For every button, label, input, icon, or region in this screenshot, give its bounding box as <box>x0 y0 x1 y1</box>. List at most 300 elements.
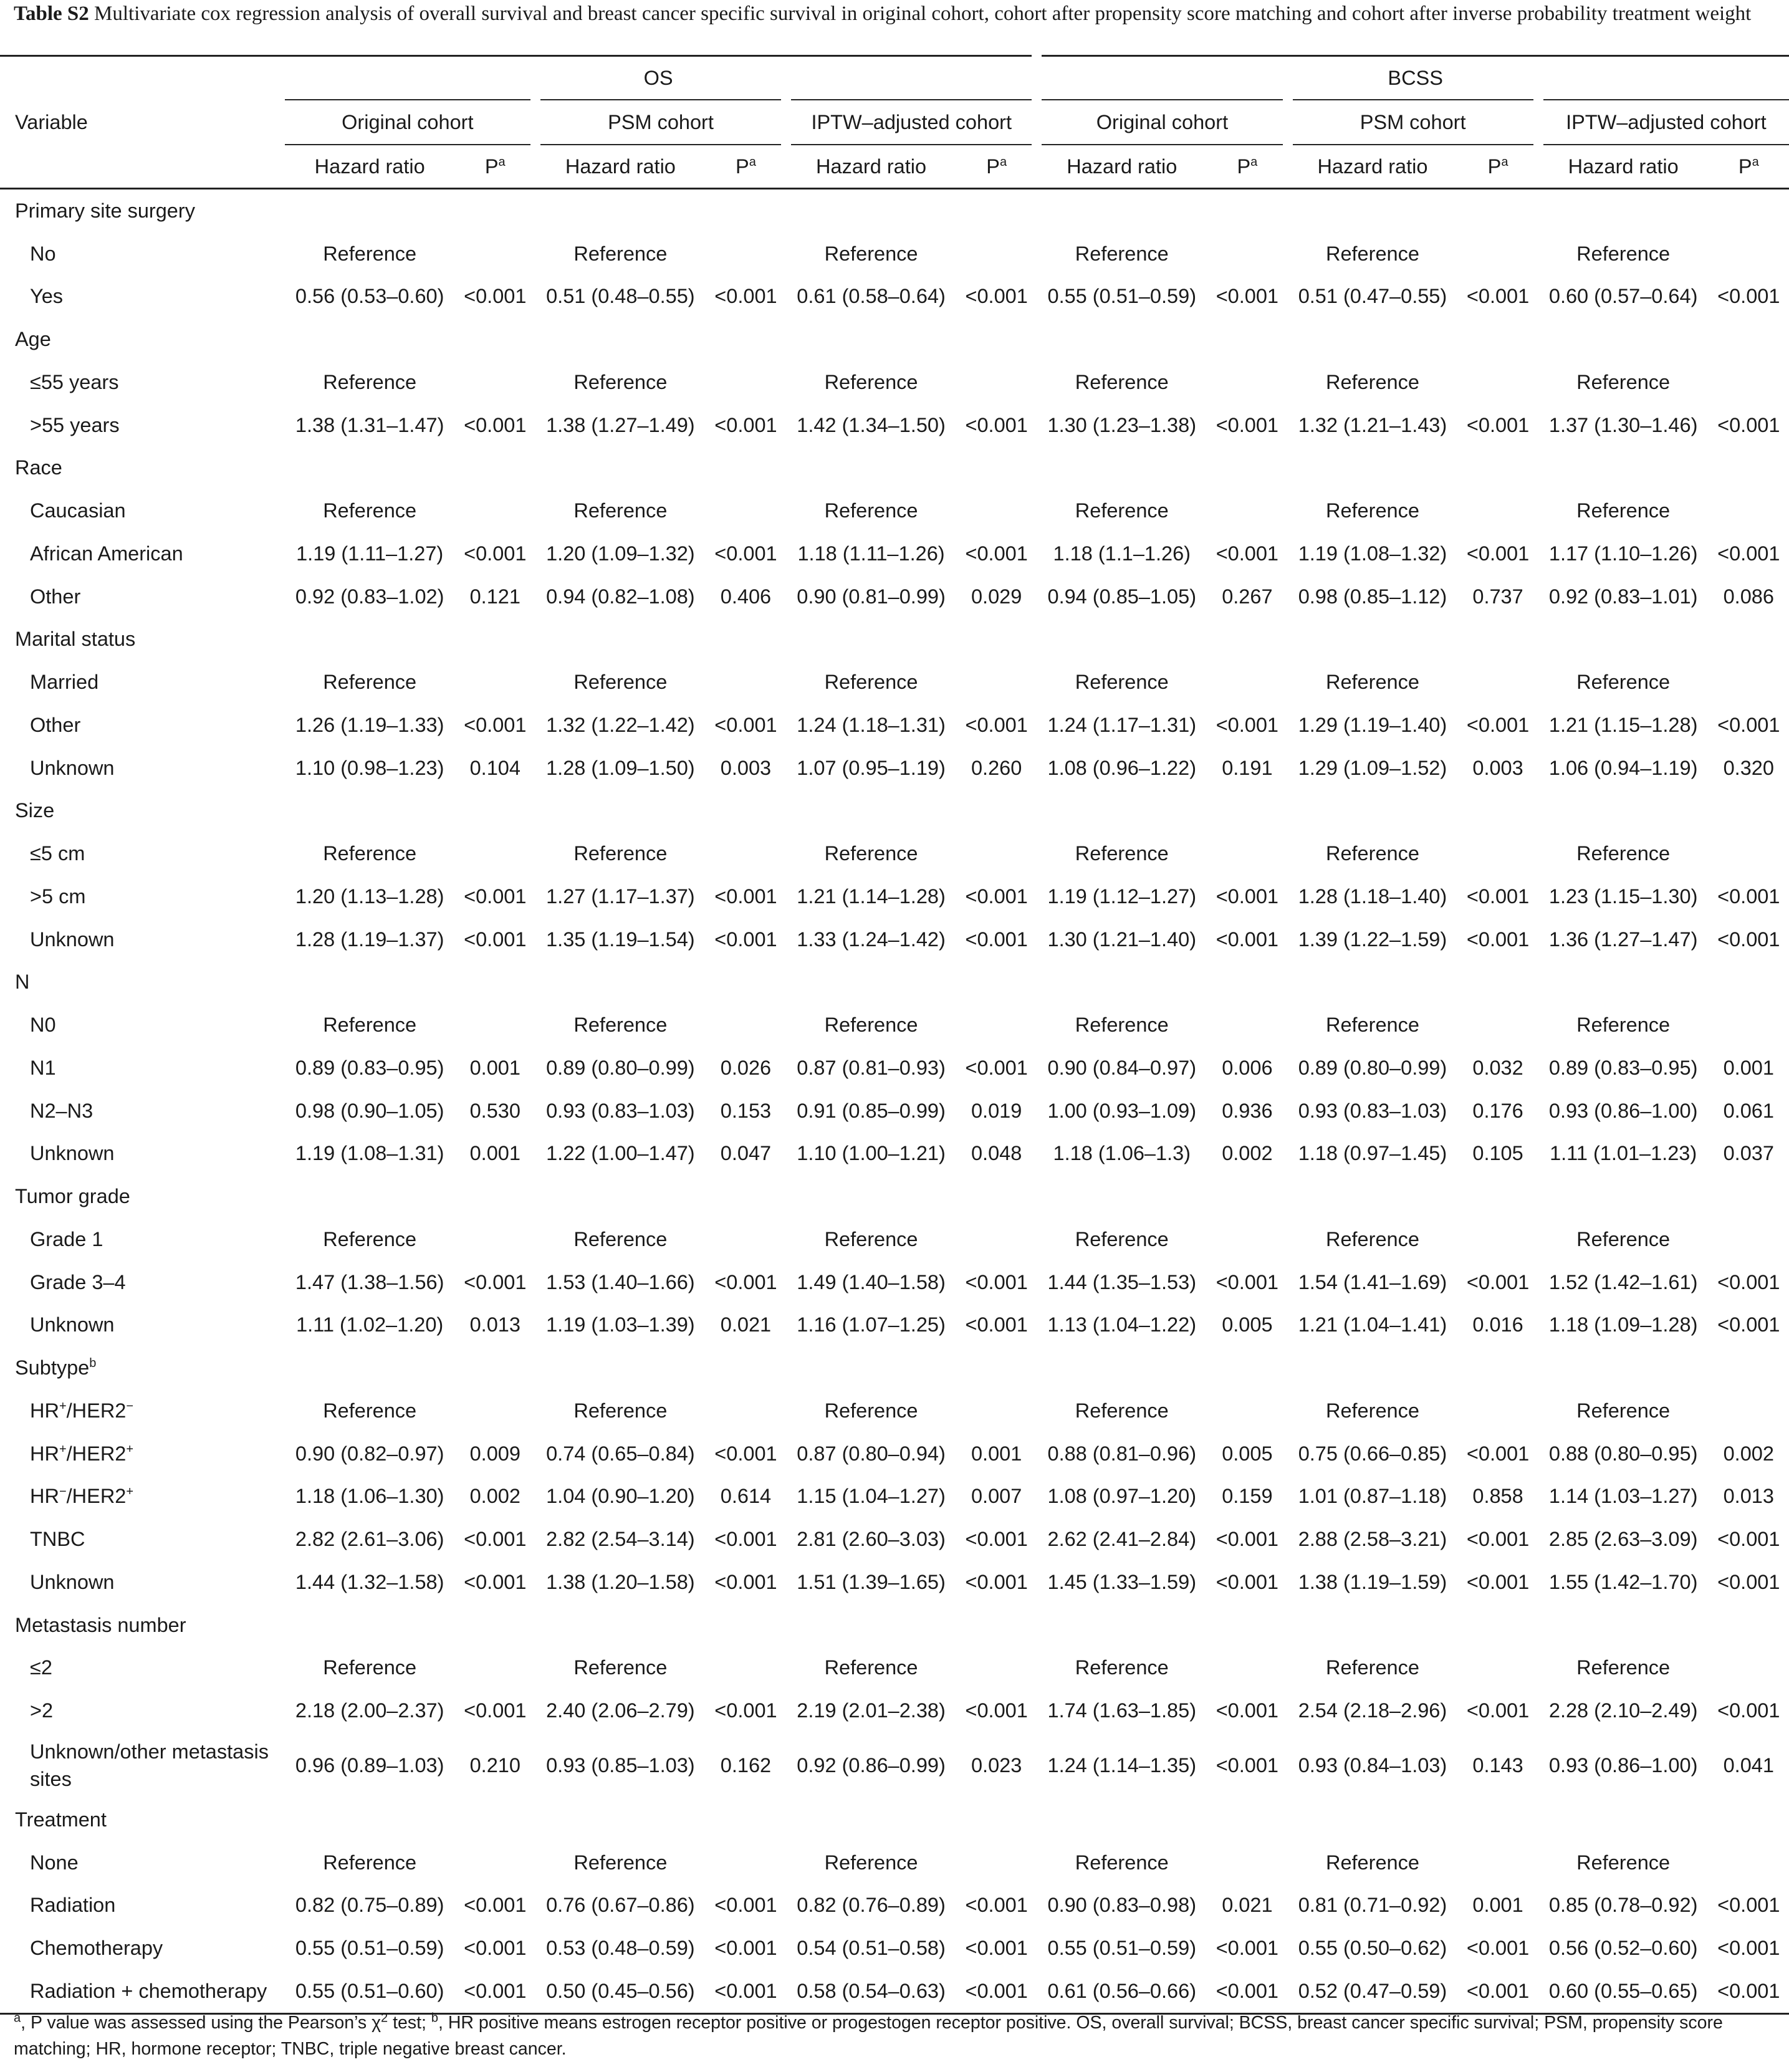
label-text: Radiation + chemotherapy <box>30 1979 267 2002</box>
p-value-cell <box>1207 489 1287 532</box>
p-label: P <box>1487 155 1502 178</box>
p-value-cell: <0.001 <box>965 1313 1028 1336</box>
table-row <box>0 1304 1789 1347</box>
p-value-cell <box>956 233 1037 276</box>
reference-cell: Reference <box>323 1399 417 1422</box>
label-text: ≤55 years <box>30 370 119 393</box>
hazard-ratio-cell: 0.94 (0.85–1.05) <box>1047 585 1197 608</box>
table-row <box>0 532 1789 575</box>
label-text: Size <box>15 799 55 822</box>
variable-label <box>0 1432 285 1475</box>
variable-label <box>0 961 285 1004</box>
table-row <box>0 1047 1789 1090</box>
hazard-ratio-cell: 1.18 (1.1–1.26) <box>1053 542 1191 565</box>
reference-cell: Reference <box>573 842 668 865</box>
hazard-ratio-cell: 0.93 (0.86–1.00) <box>1548 1099 1698 1122</box>
p-value-cell: <0.001 <box>1466 285 1530 308</box>
p-value-header <box>956 145 1037 189</box>
hazard-ratio-header: Hazard ratio <box>565 155 676 178</box>
label-text: >55 years <box>30 413 120 436</box>
p-value-cell <box>455 233 535 276</box>
p-value-header <box>706 145 786 189</box>
hazard-ratio-cell: 2.82 (2.54–3.14) <box>546 1528 695 1551</box>
p-value-cell <box>1457 1218 1538 1261</box>
label-text: TNBC <box>30 1528 85 1551</box>
variable-label <box>0 918 285 961</box>
p-value-cell: 0.003 <box>720 756 772 779</box>
hazard-ratio-cell: 1.47 (1.38–1.56) <box>295 1270 444 1293</box>
section-row <box>0 1798 1789 1841</box>
reference-cell: Reference <box>824 1014 918 1037</box>
p-value-cell: <0.001 <box>714 1937 777 1960</box>
hazard-ratio-cell: 0.90 (0.84–0.97) <box>1047 1056 1197 1079</box>
cohort-header: PSM cohort <box>1288 100 1538 145</box>
reference-cell: Reference <box>1576 242 1671 265</box>
p-value-cell: <0.001 <box>965 885 1028 908</box>
p-value-cell: 0.005 <box>1222 1313 1273 1336</box>
hazard-ratio-cell: 0.50 (0.45–0.56) <box>546 1979 695 2002</box>
hazard-ratio-cell: 0.60 (0.55–0.65) <box>1548 1979 1698 2002</box>
reference-cell: Reference <box>1075 499 1169 522</box>
p-value-cell: <0.001 <box>1717 713 1780 736</box>
hazard-ratio-cell: 1.28 (1.19–1.37) <box>295 928 444 951</box>
hazard-ratio-cell: 1.42 (1.34–1.50) <box>797 413 946 436</box>
p-value-cell: <0.001 <box>965 1979 1028 2002</box>
caption-label: Table S2 <box>14 2 89 25</box>
hazard-ratio-cell: 1.13 (1.04–1.22) <box>1047 1313 1197 1336</box>
label-text: HR <box>30 1399 59 1422</box>
hazard-ratio-cell: 1.22 (1.00–1.47) <box>546 1142 695 1165</box>
table-row <box>0 361 1789 404</box>
hazard-ratio-cell: 1.29 (1.19–1.40) <box>1298 713 1447 736</box>
p-value-cell <box>455 361 535 404</box>
group-header-bcss: BCSS <box>1037 56 1789 100</box>
label-text: ≤5 cm <box>30 842 85 865</box>
p-value-cell <box>1457 1389 1538 1432</box>
label-superscript-2: + <box>126 1485 134 1499</box>
p-value-cell <box>706 489 786 532</box>
table-row <box>0 1561 1789 1604</box>
p-superscript: a <box>999 155 1007 169</box>
reference-cell: Reference <box>1075 1399 1169 1422</box>
p-value-cell: 0.032 <box>1472 1056 1523 1079</box>
p-value-cell: <0.001 <box>1717 928 1780 951</box>
hazard-ratio-cell: 0.74 (0.65–0.84) <box>546 1442 695 1465</box>
hazard-ratio-cell: 0.94 (0.82–1.08) <box>546 585 695 608</box>
p-value-cell <box>1207 1389 1287 1432</box>
hazard-ratio-cell: 0.51 (0.48–0.55) <box>546 285 695 308</box>
p-value-cell <box>956 361 1037 404</box>
p-value-cell <box>706 1389 786 1432</box>
p-value-cell: 0.016 <box>1472 1313 1523 1336</box>
p-value-cell: <0.001 <box>1216 1699 1279 1722</box>
label-text: N2–N3 <box>30 1099 94 1122</box>
reference-cell: Reference <box>1075 1851 1169 1874</box>
variable-label <box>0 1841 285 1884</box>
p-value-cell: <0.001 <box>714 413 777 436</box>
hazard-ratio-cell: 1.15 (1.04–1.27) <box>797 1485 946 1508</box>
p-value-cell: 0.002 <box>1723 1442 1774 1465</box>
label-text: HR <box>30 1485 59 1508</box>
label-superscript-2: + <box>126 1442 134 1456</box>
hazard-ratio-cell: 1.32 (1.21–1.43) <box>1298 413 1447 436</box>
p-value-cell: 0.105 <box>1472 1142 1523 1165</box>
hazard-ratio-cell: 2.40 (2.06–2.79) <box>546 1699 695 1722</box>
section-spacer <box>285 318 1789 361</box>
label-text: Primary site surgery <box>15 199 195 222</box>
reference-cell: Reference <box>323 499 417 522</box>
p-value-cell <box>1207 1218 1287 1261</box>
reference-cell: Reference <box>1325 671 1419 694</box>
label-text: Tumor grade <box>15 1185 130 1208</box>
section-row <box>0 1604 1789 1647</box>
reference-cell: Reference <box>573 671 668 694</box>
hazard-ratio-cell: 0.85 (0.78–0.92) <box>1548 1894 1698 1917</box>
p-value-cell: <0.001 <box>965 285 1028 308</box>
label-text: Unknown <box>30 756 115 779</box>
reference-cell: Reference <box>1325 1014 1419 1037</box>
p-value-cell <box>1457 1841 1538 1884</box>
hazard-ratio-cell: 1.19 (1.08–1.31) <box>295 1142 444 1165</box>
reference-cell: Reference <box>1075 1014 1169 1037</box>
table-row <box>0 1261 1789 1304</box>
section-row <box>0 447 1789 490</box>
hazard-ratio-cell: 1.24 (1.17–1.31) <box>1047 713 1197 736</box>
p-value-cell: <0.001 <box>714 1528 777 1551</box>
p-value-cell: 0.037 <box>1723 1142 1774 1165</box>
footnote-a-text-2: test; <box>388 2013 431 2033</box>
p-value-cell: <0.001 <box>464 285 527 308</box>
hazard-ratio-cell: 0.93 (0.84–1.03) <box>1298 1753 1447 1777</box>
variable-header: Variable <box>0 56 285 189</box>
p-value-cell: 0.260 <box>971 756 1022 779</box>
cohort-header: PSM cohort <box>535 100 786 145</box>
variable-label <box>0 1647 285 1690</box>
p-value-cell: <0.001 <box>1717 1270 1780 1293</box>
hazard-ratio-cell: 0.90 (0.81–0.99) <box>797 585 946 608</box>
p-superscript: a <box>1250 155 1258 169</box>
hazard-ratio-cell: 1.20 (1.09–1.32) <box>546 542 695 565</box>
table-row <box>0 1218 1789 1261</box>
label-text: Other <box>30 585 81 608</box>
hazard-ratio-cell: 0.56 (0.53–0.60) <box>295 285 444 308</box>
hazard-ratio-cell: 1.21 (1.04–1.41) <box>1298 1313 1447 1336</box>
p-label: P <box>484 155 499 178</box>
p-value-header <box>455 145 535 189</box>
variable-label <box>0 618 285 661</box>
label-text: Unknown <box>30 1142 115 1165</box>
table-row <box>0 1475 1789 1518</box>
hazard-ratio-cell: 1.24 (1.14–1.35) <box>1047 1753 1197 1777</box>
hazard-ratio-header: Hazard ratio <box>1568 155 1679 178</box>
hazard-ratio-cell: 1.11 (1.01–1.23) <box>1550 1142 1697 1165</box>
variable-label <box>0 1604 285 1647</box>
table-row <box>0 1689 1789 1732</box>
hazard-ratio-cell: 0.90 (0.82–0.97) <box>295 1442 444 1465</box>
p-value-cell <box>1457 661 1538 704</box>
p-value-cell: <0.001 <box>1466 928 1530 951</box>
variable-label <box>0 1218 285 1261</box>
label-text: Grade 3–4 <box>30 1270 126 1293</box>
cohort-header: Original cohort <box>1037 100 1287 145</box>
p-value-cell: <0.001 <box>1717 542 1780 565</box>
p-value-cell: <0.001 <box>1466 413 1530 436</box>
hazard-ratio-cell: 1.23 (1.15–1.30) <box>1548 885 1698 908</box>
hazard-ratio-cell: 1.19 (1.12–1.27) <box>1047 885 1197 908</box>
table-row <box>0 1970 1789 2013</box>
reference-cell: Reference <box>824 671 918 694</box>
p-value-cell <box>706 1841 786 1884</box>
reference-cell: Reference <box>1576 1399 1671 1422</box>
p-value-cell: <0.001 <box>1466 1270 1530 1293</box>
hazard-ratio-cell: 0.89 (0.83–0.95) <box>1548 1056 1698 1079</box>
section-spacer <box>285 790 1789 833</box>
table-row <box>0 1647 1789 1690</box>
p-value-cell <box>1709 1647 1789 1690</box>
hazard-ratio-cell: 0.88 (0.81–0.96) <box>1047 1442 1197 1465</box>
hazard-ratio-cell: 1.36 (1.27–1.47) <box>1548 928 1698 951</box>
p-value-cell <box>956 661 1037 704</box>
p-value-cell: 0.210 <box>469 1753 520 1777</box>
hazard-ratio-cell: 1.17 (1.10–1.26) <box>1548 542 1698 565</box>
variable-label <box>0 875 285 918</box>
reference-cell: Reference <box>573 242 668 265</box>
hazard-ratio-cell: 1.39 (1.22–1.59) <box>1298 928 1447 951</box>
table-row <box>0 832 1789 875</box>
p-value-cell: <0.001 <box>1216 1979 1279 2002</box>
hazard-ratio-cell: 1.00 (0.93–1.09) <box>1047 1099 1197 1122</box>
hazard-ratio-cell: 1.21 (1.14–1.28) <box>797 885 946 908</box>
variable-label <box>0 704 285 747</box>
hazard-ratio-cell: 0.96 (0.89–1.03) <box>295 1753 444 1777</box>
p-value-cell <box>1457 233 1538 276</box>
p-value-cell <box>956 1841 1037 1884</box>
label-text: Grade 1 <box>30 1227 103 1250</box>
p-value-cell <box>1207 661 1287 704</box>
reference-cell: Reference <box>1576 370 1671 393</box>
p-value-cell: <0.001 <box>1717 1699 1780 1722</box>
section-row <box>0 189 1789 233</box>
p-value-cell <box>455 489 535 532</box>
hazard-ratio-cell: 0.93 (0.83–1.03) <box>546 1099 695 1122</box>
p-value-cell: 0.191 <box>1222 756 1273 779</box>
label-text: Unknown <box>30 1570 115 1593</box>
p-value-cell: <0.001 <box>1216 285 1279 308</box>
reference-cell: Reference <box>323 1851 417 1874</box>
p-value-cell <box>1207 1004 1287 1047</box>
variable-label <box>0 1927 285 1970</box>
variable-label <box>0 661 285 704</box>
p-value-cell <box>455 1841 535 1884</box>
p-value-cell: <0.001 <box>1216 1570 1279 1593</box>
hazard-ratio-cell: 0.55 (0.51–0.59) <box>1047 1937 1197 1960</box>
section-spacer <box>285 618 1789 661</box>
hazard-ratio-cell: 0.93 (0.85–1.03) <box>546 1753 695 1777</box>
hazard-ratio-cell: 0.75 (0.66–0.85) <box>1298 1442 1447 1465</box>
p-value-cell: <0.001 <box>464 1979 527 2002</box>
hazard-ratio-cell: 1.49 (1.40–1.58) <box>797 1270 946 1293</box>
reference-cell: Reference <box>1075 242 1169 265</box>
p-value-cell: <0.001 <box>464 413 527 436</box>
p-value-cell <box>956 489 1037 532</box>
hazard-ratio-cell: 0.88 (0.80–0.95) <box>1548 1442 1698 1465</box>
p-value-cell <box>1709 361 1789 404</box>
hazard-ratio-cell: 0.87 (0.80–0.94) <box>797 1442 946 1465</box>
p-value-cell: <0.001 <box>1717 285 1780 308</box>
p-value-cell: <0.001 <box>1466 1528 1530 1551</box>
section-row <box>0 318 1789 361</box>
p-value-cell: <0.001 <box>714 1442 777 1465</box>
p-value-cell: 0.737 <box>1472 585 1523 608</box>
variable-label <box>0 1732 285 1798</box>
p-value-cell: 0.005 <box>1222 1442 1273 1465</box>
p-value-cell: <0.001 <box>1466 1570 1530 1593</box>
p-value-cell: 0.003 <box>1472 756 1523 779</box>
p-value-cell: 0.009 <box>469 1442 520 1465</box>
p-value-cell: <0.001 <box>965 1056 1028 1079</box>
hazard-ratio-cell: 1.51 (1.39–1.65) <box>797 1570 946 1593</box>
hazard-ratio-cell: 0.61 (0.58–0.64) <box>797 285 946 308</box>
hazard-ratio-cell: 0.53 (0.48–0.59) <box>546 1937 695 1960</box>
p-value-cell: 0.006 <box>1222 1056 1273 1079</box>
reference-cell: Reference <box>824 1227 918 1250</box>
section-spacer <box>285 1798 1789 1841</box>
p-value-cell <box>706 661 786 704</box>
label-text: >5 cm <box>30 885 86 908</box>
p-value-cell <box>1457 1004 1538 1047</box>
reference-cell: Reference <box>1075 370 1169 393</box>
p-value-cell <box>1709 489 1789 532</box>
p-value-cell: 0.001 <box>1472 1894 1523 1917</box>
hazard-ratio-cell: 1.08 (0.97–1.20) <box>1047 1485 1197 1508</box>
hazard-ratio-cell: 0.93 (0.83–1.03) <box>1298 1099 1447 1122</box>
p-value-cell: 0.001 <box>1723 1056 1774 1079</box>
p-value-cell: <0.001 <box>1466 1442 1530 1465</box>
p-value-cell: <0.001 <box>965 1570 1028 1593</box>
reference-cell: Reference <box>1576 1851 1671 1874</box>
table-row <box>0 747 1789 790</box>
hazard-ratio-cell: 1.28 (1.18–1.40) <box>1298 885 1447 908</box>
hazard-ratio-cell: 1.26 (1.19–1.33) <box>295 713 444 736</box>
variable-label <box>0 1133 285 1176</box>
p-value-cell <box>1709 661 1789 704</box>
table-row <box>0 276 1789 319</box>
hazard-ratio-cell: 1.16 (1.07–1.25) <box>797 1313 946 1336</box>
p-value-cell <box>1207 361 1287 404</box>
p-value-cell: 0.614 <box>720 1485 772 1508</box>
label-text: Chemotherapy <box>30 1937 163 1960</box>
p-value-cell: <0.001 <box>714 1894 777 1917</box>
reference-cell: Reference <box>573 1851 668 1874</box>
p-value-cell: <0.001 <box>714 1979 777 2002</box>
table-row <box>0 1004 1789 1047</box>
p-value-cell <box>1457 489 1538 532</box>
p-value-cell: <0.001 <box>1466 1979 1530 2002</box>
label-superscript: b <box>89 1356 97 1371</box>
p-value-cell: <0.001 <box>464 885 527 908</box>
p-value-header <box>1709 145 1789 189</box>
p-value-cell <box>1207 1841 1287 1884</box>
p-value-cell: 0.143 <box>1472 1753 1523 1777</box>
p-superscript: a <box>1752 155 1759 169</box>
variable-label <box>0 1090 285 1133</box>
p-value-cell: <0.001 <box>714 285 777 308</box>
hazard-ratio-cell: 1.54 (1.41–1.69) <box>1298 1270 1447 1293</box>
p-value-cell: 0.858 <box>1472 1485 1523 1508</box>
p-value-cell: 0.001 <box>971 1442 1022 1465</box>
p-value-cell: <0.001 <box>1717 1528 1780 1551</box>
table-row <box>0 489 1789 532</box>
p-value-cell <box>956 832 1037 875</box>
p-value-cell: <0.001 <box>714 885 777 908</box>
section-spacer <box>285 189 1789 233</box>
reference-cell: Reference <box>824 1399 918 1422</box>
reference-cell: Reference <box>824 1851 918 1874</box>
hazard-ratio-cell: 1.27 (1.17–1.37) <box>546 885 695 908</box>
hazard-ratio-cell: 1.29 (1.09–1.52) <box>1298 756 1447 779</box>
hazard-ratio-cell: 0.89 (0.80–0.99) <box>546 1056 695 1079</box>
reference-cell: Reference <box>1075 842 1169 865</box>
section-spacer <box>285 447 1789 490</box>
p-value-header <box>1457 145 1538 189</box>
hazard-ratio-cell: 0.56 (0.52–0.60) <box>1548 1937 1698 1960</box>
footnote-a-text: , P value was assessed using the Pearson’s χ <box>21 2013 381 2033</box>
group-header-os: OS <box>285 56 1037 100</box>
p-value-cell: 0.023 <box>971 1753 1022 1777</box>
p-label: P <box>986 155 1000 178</box>
label-text: Race <box>15 456 62 479</box>
section-row <box>0 1175 1789 1218</box>
p-value-cell: <0.001 <box>1466 885 1530 908</box>
p-value-cell: <0.001 <box>714 542 777 565</box>
label-text: Subtype <box>15 1356 90 1379</box>
p-value-cell <box>455 1218 535 1261</box>
p-value-cell: <0.001 <box>464 1894 527 1917</box>
hazard-ratio-cell: 0.61 (0.56–0.66) <box>1047 1979 1197 2002</box>
p-value-cell: <0.001 <box>965 1699 1028 1722</box>
p-value-cell <box>956 1218 1037 1261</box>
p-value-cell <box>1457 1647 1538 1690</box>
hazard-ratio-cell: 2.88 (2.58–3.21) <box>1298 1528 1447 1551</box>
section-row <box>0 961 1789 1004</box>
p-value-cell: <0.001 <box>1216 928 1279 951</box>
reference-cell: Reference <box>1075 1656 1169 1679</box>
label-text: N1 <box>30 1056 56 1079</box>
p-value-cell: <0.001 <box>1466 1699 1530 1722</box>
table-row <box>0 704 1789 747</box>
hazard-ratio-cell: 1.04 (0.90–1.20) <box>546 1485 695 1508</box>
p-value-cell <box>455 1647 535 1690</box>
p-label: P <box>1237 155 1251 178</box>
hazard-ratio-cell: 1.07 (0.95–1.19) <box>797 756 946 779</box>
reference-cell: Reference <box>323 1227 417 1250</box>
p-value-cell <box>706 832 786 875</box>
p-value-cell: 0.153 <box>720 1099 772 1122</box>
p-value-cell: <0.001 <box>464 713 527 736</box>
variable-label <box>0 361 285 404</box>
reference-cell: Reference <box>573 1399 668 1422</box>
p-value-cell: 0.320 <box>1723 756 1774 779</box>
table-row <box>0 1389 1789 1432</box>
reference-cell: Reference <box>824 499 918 522</box>
hazard-ratio-cell: 1.19 (1.08–1.32) <box>1298 542 1447 565</box>
hazard-ratio-cell: 1.19 (1.03–1.39) <box>546 1313 695 1336</box>
p-value-cell: <0.001 <box>1717 1313 1780 1336</box>
regression-table <box>0 55 1789 2015</box>
p-value-cell: 0.019 <box>971 1099 1022 1122</box>
variable-label <box>0 489 285 532</box>
label-text: African American <box>30 542 183 565</box>
